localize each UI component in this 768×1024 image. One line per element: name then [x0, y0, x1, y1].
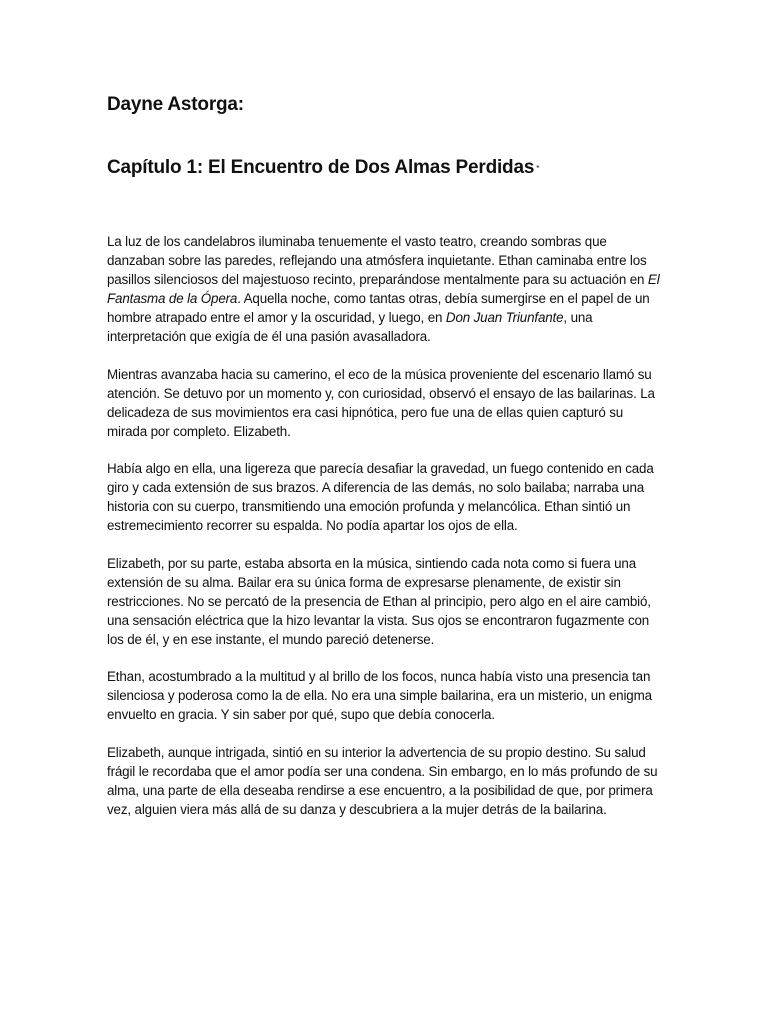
document-page [107, 92, 662, 837]
chapter-title-text: Capítulo 1: El Encuentro de Dos Almas Perdidas [107, 157, 535, 178]
chapter-body [107, 232, 662, 819]
paragraph-5: Ethan, acostumbrado a la multitud y al brillo de los focos, nunca había visto una presencia tan silenciosa y poderosa como la de ella. No era una simple bailarina, era un misterio, un enigma envuelto en gracia. Y sin saber por qué, supo que debía conocerla. [107, 669, 652, 722]
chapter-footnote-mark: * [536, 164, 540, 173]
paragraph-1-title-opera: El Fantasma de la Ópera [107, 272, 660, 306]
paragraph-4: Elizabeth, por su parte, estaba absorta en la música, sintiendo cada nota como si fuera una extensión de su alma. Bailar era su única forma de expresarse plenamente, de existir sin restricciones. No se percató de la presencia de Ethan al principio, pero algo en el aire cambió, una sensación eléctrica que la hizo levantar la vista. Sus ojos se encontraron fugazmente con los de él, y en ese instante, el mundo pareció detenerse. [107, 555, 651, 647]
paragraph-6: Elizabeth, aunque intrigada, sintió en su interior la advertencia de su propio destino. Su salud frágil le recordaba que el amor podía ser una condena. Sin embargo, en lo más profundo de su alma, una parte de ella deseaba rendirse a ese encuentro, a la posibilidad de que, por primera vez, alguien viera más allá de su danza y descubriera a la mujer detrás de la bailarina. [107, 744, 658, 817]
paragraph-3: Había algo en ella, una ligereza que parecía desafiar la gravedad, un fuego contenido en cada giro y cada extensión de sus brazos. A diferencia de las demás, no solo bailaba; narraba una historia con su cuerpo, transmitiendo una emoción profunda y melancólica. Ethan sintió un estremecimiento recorrer su espalda. No podía apartar los ojos de ella. [107, 461, 654, 533]
paragraph-1 [107, 232, 662, 346]
paragraph-1-text-a: La luz de los candelabros iluminaba tenuemente el vasto teatro, creando sombras que danzaban sobre las paredes, reflejando una atmósfera inquietante. Ethan caminaba entre los pasillos silenciosos del majestuoso recinto, preparándose mentalmente para su actuación en [107, 234, 648, 287]
paragraph-1-text-c: , una interpretación que exigía de él una pasión avasalladora. [107, 310, 593, 344]
paragraph-1-title-don-juan: Don Juan Triunfante [445, 310, 564, 325]
chapter-title [107, 155, 662, 182]
paragraph-2: Mientras avanzaba hacia su camerino, el eco de la música proveniente del escenario llamó su atención. Se detuvo por un momento y, con curiosidad, observó el ensayo de las bailarinas. La delicadeza de sus movimientos era casi hipnótica, pero fue una de ellas quien capturó su mirada por completo. Elizabeth. [107, 366, 655, 439]
author-heading: Dayne Astorga: [107, 94, 244, 115]
paragraph-1-text-b: . Aquella noche, como tantas otras, debía sumergirse en el papel de un hombre atrapado entre el amor y la oscuridad, y luego, en [107, 291, 650, 325]
